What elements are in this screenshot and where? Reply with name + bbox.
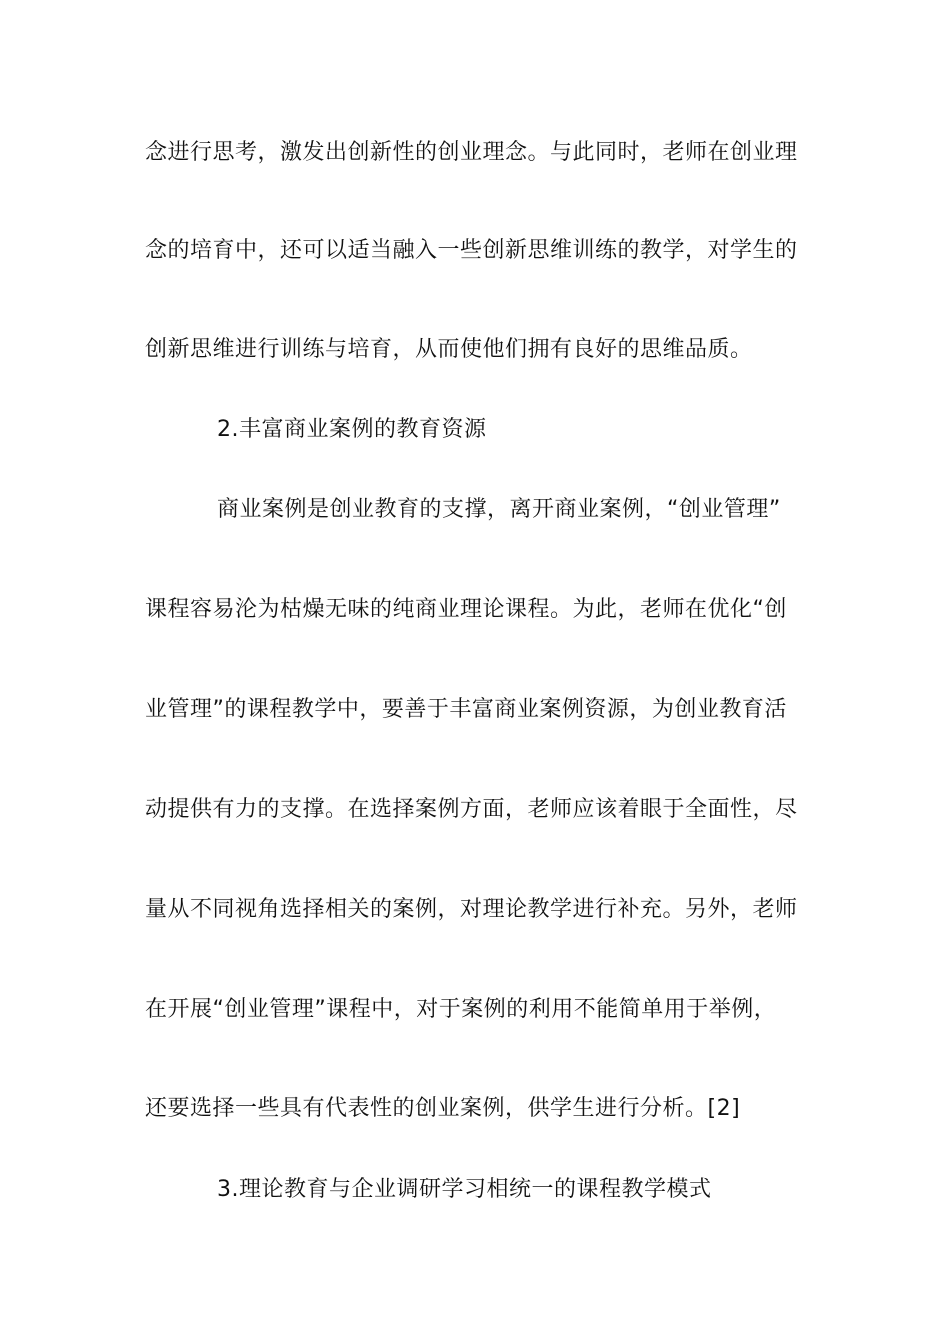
paragraph-1-line-3: 创新思维进行训练与培育，从而使他们拥有良好的思维品质。 — [145, 337, 753, 362]
paragraph-1-line-2: 念的培育中，还可以适当融入一些创新思维训练的教学，对学生的 — [145, 238, 798, 263]
paragraph-2-line-4: 动提供有力的支撑。在选择案例方面，老师应该着眼于全面性，尽 — [145, 797, 798, 822]
paragraph-2-line-1: 商业案例是创业教育的支撑，离开商业案例，“创业管理” — [217, 497, 781, 522]
section-heading-2: 2.丰富商业案例的教育资源 — [217, 417, 487, 442]
paragraph-2-line-7: 还要选择一些具有代表性的创业案例，供学生进行分析。[2] — [145, 1096, 741, 1121]
paragraph-2-line-3: 业管理”的课程教学中，要善于丰富商业案例资源，为创业教育活 — [145, 697, 787, 722]
paragraph-1-line-1: 念进行思考，激发出创新性的创业理念。与此同时，老师在创业理 — [145, 140, 798, 165]
paragraph-2-line-6: 在开展“创业管理”课程中，对于案例的利用不能简单用于举例， — [145, 997, 777, 1022]
paragraph-2-line-5: 量从不同视角选择相关的案例，对理论教学进行补充。另外，老师 — [145, 897, 798, 922]
section-heading-3: 3.理论教育与企业调研学习相统一的课程教学模式 — [217, 1177, 712, 1202]
paragraph-2-line-2: 课程容易沦为枯燥无味的纯商业理论课程。为此，老师在优化“创 — [145, 597, 787, 622]
